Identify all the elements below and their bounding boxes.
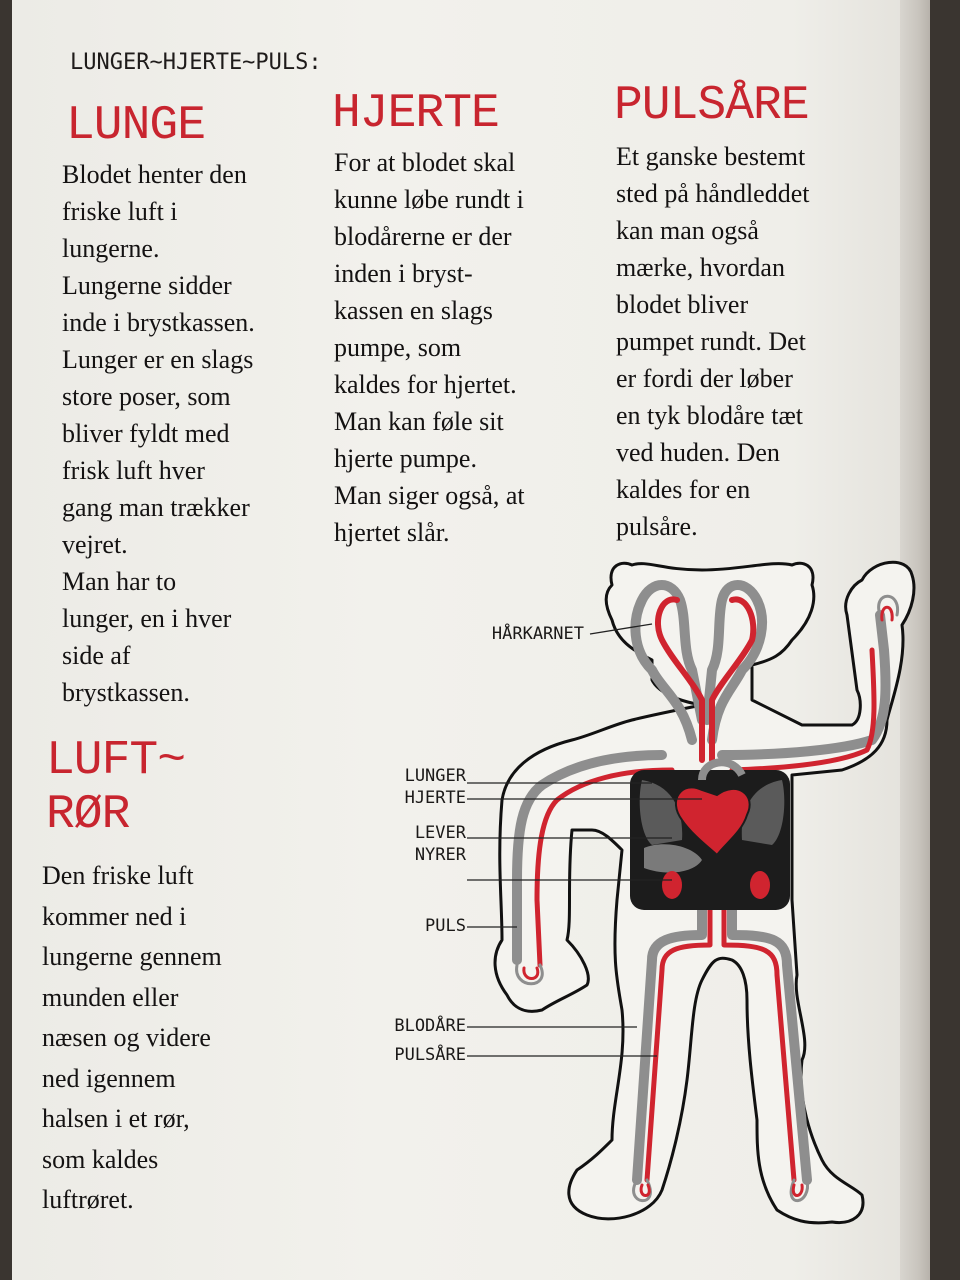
text-line: lungerne. — [62, 234, 160, 263]
heading-lunge: LUNGE — [66, 99, 206, 153]
text-line: er fordi der løber — [616, 364, 793, 393]
text-line: munden eller — [42, 982, 179, 1012]
text-line: ved huden. Den — [616, 438, 780, 467]
text-line: sted på håndleddet — [616, 179, 810, 208]
text-line: Lungerne sidder — [62, 271, 232, 300]
label-lunger: LUNGER — [404, 766, 466, 786]
text-line: friske luft i — [62, 197, 178, 226]
text-line: en tyk blodåre tæt — [616, 401, 804, 430]
text-line: blodårerne er der — [334, 222, 512, 251]
text-line: lunger, en i hver — [62, 604, 232, 633]
text-line: blodet bliver — [616, 290, 749, 319]
kidney-right-icon — [750, 871, 770, 899]
torso-organs — [630, 762, 790, 910]
text-line: For at blodet skal — [334, 148, 516, 177]
label-blodaare: BLODÅRE — [394, 1016, 466, 1036]
text-line: kan man også — [616, 216, 759, 245]
text-line: Man har to — [62, 567, 177, 596]
text-line: pumpe, som — [334, 333, 462, 362]
text-line: Blodet henter den — [62, 160, 247, 189]
text-line: store poser, som — [62, 382, 231, 411]
kidney-left-icon — [662, 871, 682, 899]
text-line: brystkassen. — [62, 678, 190, 707]
text-line: kaldes for hjertet. — [334, 370, 517, 399]
text-line: næsen og videre — [42, 1023, 211, 1052]
text-line: hjertet slår. — [334, 518, 450, 547]
text-line: som kaldes — [42, 1144, 159, 1174]
text-line: side af — [62, 641, 131, 670]
label-puls: PULS — [425, 916, 466, 936]
text-line: ned igennem — [42, 1063, 176, 1093]
text-line: gang man trækker — [62, 493, 250, 522]
heading-hjerte: HJERTE — [332, 87, 499, 141]
text-line: Et ganske bestemt — [616, 142, 806, 171]
text-line: kassen en slags — [334, 296, 493, 325]
heading-pulsaare: PULSÅRE — [614, 79, 809, 133]
page-title: LUNGER~HJERTE~PULS: — [70, 50, 322, 75]
label-haarkarnet: HÅRKARNET — [491, 624, 584, 644]
text-line: kommer ned i — [42, 901, 187, 931]
heading-luftror-line2: RØR — [46, 788, 130, 842]
text-line: pulsåre. — [616, 512, 698, 541]
text-line: Lunger er en slags — [62, 345, 254, 374]
text-line: vejret. — [62, 530, 128, 559]
label-lever: LEVER — [414, 823, 466, 843]
text-line: lungerne gennem — [42, 942, 222, 971]
text-line: kaldes for en — [616, 475, 751, 504]
heading-luftror-line1: LUFT~ — [46, 734, 186, 788]
text-line: Man kan føle sit — [334, 407, 504, 436]
text-line: inde i brystkassen. — [62, 308, 255, 337]
label-hjerte: HJERTE — [404, 788, 466, 808]
text-line: halsen i et rør, — [42, 1104, 190, 1133]
label-nyrer: NYRER — [414, 845, 466, 865]
text-line: frisk luft hver — [62, 456, 205, 485]
text-line: hjerte pumpe. — [334, 444, 477, 473]
text-line: mærke, hvordan — [616, 253, 785, 282]
text-line: Man siger også, at — [334, 481, 525, 510]
book-page — [12, 0, 930, 1280]
text-line: luftrøret. — [42, 1185, 134, 1214]
text-line: inden i bryst- — [334, 259, 473, 288]
text-line: bliver fyldt med — [62, 419, 230, 448]
label-pulsaare: PULSÅRE — [394, 1045, 466, 1065]
text-line: Den friske luft — [42, 861, 194, 890]
text-line: kunne løbe rundt i — [334, 185, 524, 214]
text-line: pumpet rundt. Det — [616, 327, 806, 356]
